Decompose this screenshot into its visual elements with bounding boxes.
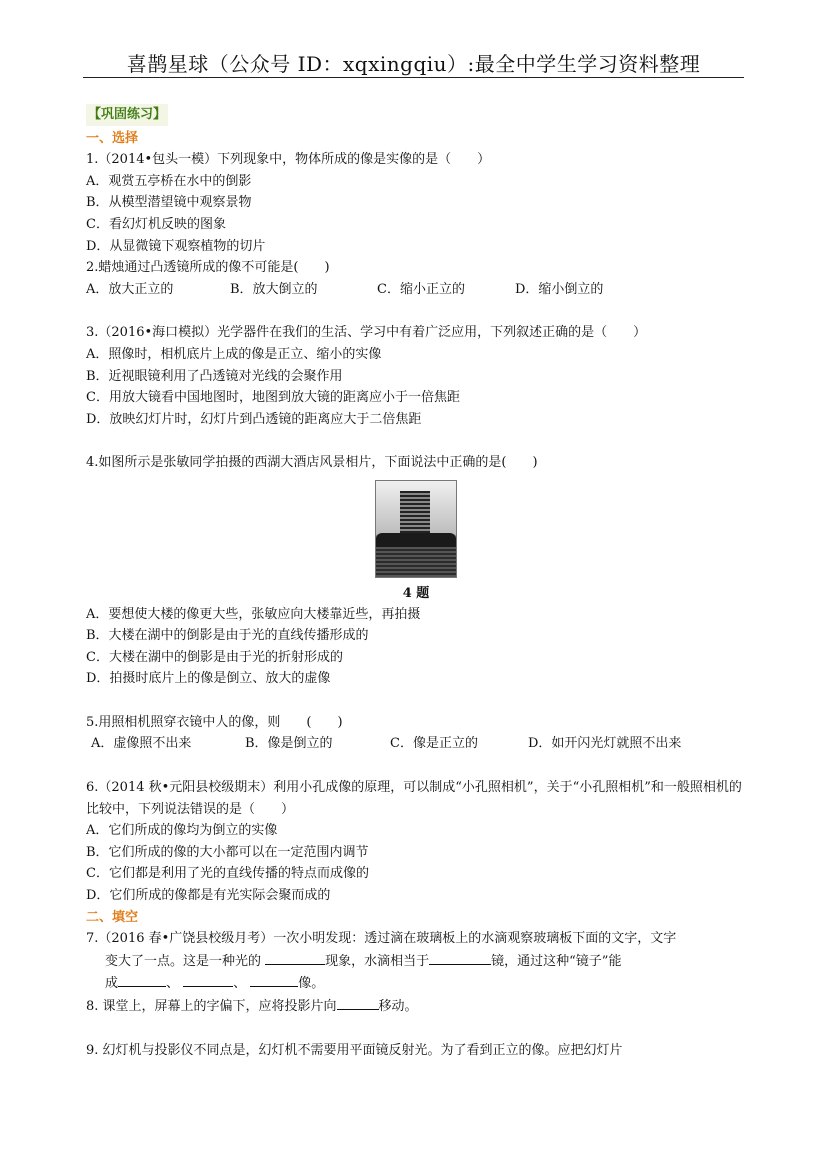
question-4-option-a: A．要想使大楼的像更大些，张敏应向大楼靠近些，再拍摄 [86, 606, 421, 622]
exercise-tag: 【巩固练习】 [86, 104, 168, 126]
question-6-option-c: C．它们都是利用了光的直线传播的特点而成像的 [86, 866, 369, 882]
question-4-option-b: B．大楼在湖中的倒影是由于光的直线传播形成的 [86, 628, 369, 644]
question-2-options [86, 279, 746, 301]
question-5-option-a: A．虚像照不出来 [91, 736, 192, 752]
question-7-line-3 [86, 972, 746, 995]
question-7-text-g: 像。 [298, 976, 325, 992]
question-4-stem: 4.如图所示是张敏同学拍摄的西湖大酒店风景相片，下面说法中正确的是( ) [86, 455, 538, 471]
question-4-figure [86, 480, 746, 602]
blank-field[interactable] [265, 950, 325, 965]
question-1-option-d: D．从显微镜下观察植物的切片 [86, 238, 266, 254]
page-header-title: 喜鹊星球（公众号 ID：xqxingqiu）:最全中学生学习资料整理 [126, 52, 701, 76]
question-6-stem: 6.（2014 秋•元阳县校级期末）利用小孔成像的原理，可以制成“小孔照相机”，关于“小孔照相机”和一般照相机的比较中，下列说法错误的是（ ） [86, 780, 742, 817]
question-7-text-f: 、 [233, 976, 251, 992]
question-7-text-a: 变大了一点。这是一种光的 [105, 953, 266, 969]
question-6-option-b: B．它们所成的像的大小都可以在一定范围内调节 [86, 844, 369, 860]
question-2-option-b: B．放大倒立的 [230, 281, 318, 297]
figure-caption: 4 题 [402, 585, 430, 601]
hotel-lake-photo [375, 480, 457, 578]
blank-field[interactable] [183, 972, 233, 987]
question-6-option-a: A．它们所成的像均为倒立的实像 [86, 823, 278, 839]
question-3-option-b: B．近视眼镜利用了凸透镜对光线的会聚作用 [86, 368, 343, 384]
question-7-line-2 [86, 950, 746, 973]
question-2-option-d: D．缩小倒立的 [515, 281, 604, 297]
blank-field[interactable] [337, 995, 379, 1010]
question-8-text-b: 移动。 [378, 999, 418, 1014]
question-5-option-b: B．像是倒立的 [245, 736, 333, 752]
question-7-text-b: 现象，水滴相当于 [325, 953, 430, 969]
question-7-text-d: 成 [105, 976, 119, 992]
question-5-option-d: D．如开闪光灯就照不出来 [528, 736, 682, 752]
question-5-option-c: C．像是正立的 [390, 736, 478, 752]
question-3-stem: 3.（2016•海口模拟）光学器件在我们的生活、学习中有着广泛应用，下列叙述正确的是（ ） [86, 325, 647, 341]
blank-field[interactable] [118, 972, 166, 987]
question-7-text-e: 、 [166, 976, 184, 992]
question-6-option-d: D．它们所成的像都是有光实际会聚而成的 [86, 888, 331, 904]
question-7-text-c: 镜，通过这种“镜子”能 [491, 953, 622, 969]
question-8-text-a: 8. 课堂上，屏幕上的字偏下，应将投影片向 [86, 999, 337, 1014]
question-3-option-d: D．放映幻灯片时，幻灯片到凸透镜的距离应大于二倍焦距 [86, 411, 422, 427]
question-1-option-b: B．从模型潜望镜中观察景物 [86, 195, 252, 211]
question-8 [86, 995, 746, 1018]
document-body [86, 104, 746, 1061]
question-3-option-a: A．照像时，相机底片上成的像是正立、缩小的实像 [86, 346, 382, 362]
question-2-option-c: C．缩小正立的 [377, 281, 465, 297]
question-1-option-a: A．观赏五亭桥在水中的倒影 [86, 173, 252, 189]
question-5-options [86, 733, 746, 755]
section-choice-heading: 一、选择 [86, 130, 139, 146]
question-4-option-c: C．大楼在湖中的倒影是由于光的折射形成的 [86, 649, 343, 665]
question-2-option-a: A．放大正立的 [86, 281, 174, 297]
question-1-stem: 1.（2014•包头一模）下列现象中，物体所成的像是实像的是（ ） [86, 152, 491, 168]
question-2-stem: 2.蜡烛通过凸透镜所成的像不可能是( ) [86, 260, 330, 276]
question-3-option-c: C．用放大镜看中国地图时，地图到放大镜的距离应小于一倍焦距 [86, 390, 460, 406]
question-1-option-c: C．看幻灯机反映的图象 [86, 216, 226, 232]
header-divider [83, 77, 744, 78]
question-9: 9. 幻灯机与投影仪不同点是，幻灯机不需要用平面镜反射光。为了看到正立的像。应把幻灯片 [86, 1042, 623, 1058]
blank-field[interactable] [429, 950, 491, 965]
question-5-stem: 5.用照相机照穿衣镜中人的像，则 ( ) [86, 714, 343, 730]
blank-field[interactable] [250, 972, 298, 987]
section-fill-heading: 二、填空 [86, 909, 139, 925]
question-4-option-d: D．拍摄时底片上的像是倒立、放大的虚像 [86, 671, 331, 687]
question-7-line-1: 7.（2016 春•广饶县校级月考）一次小明发现：透过滴在玻璃板上的水滴观察玻璃板下面的文字，文字 [86, 931, 677, 947]
